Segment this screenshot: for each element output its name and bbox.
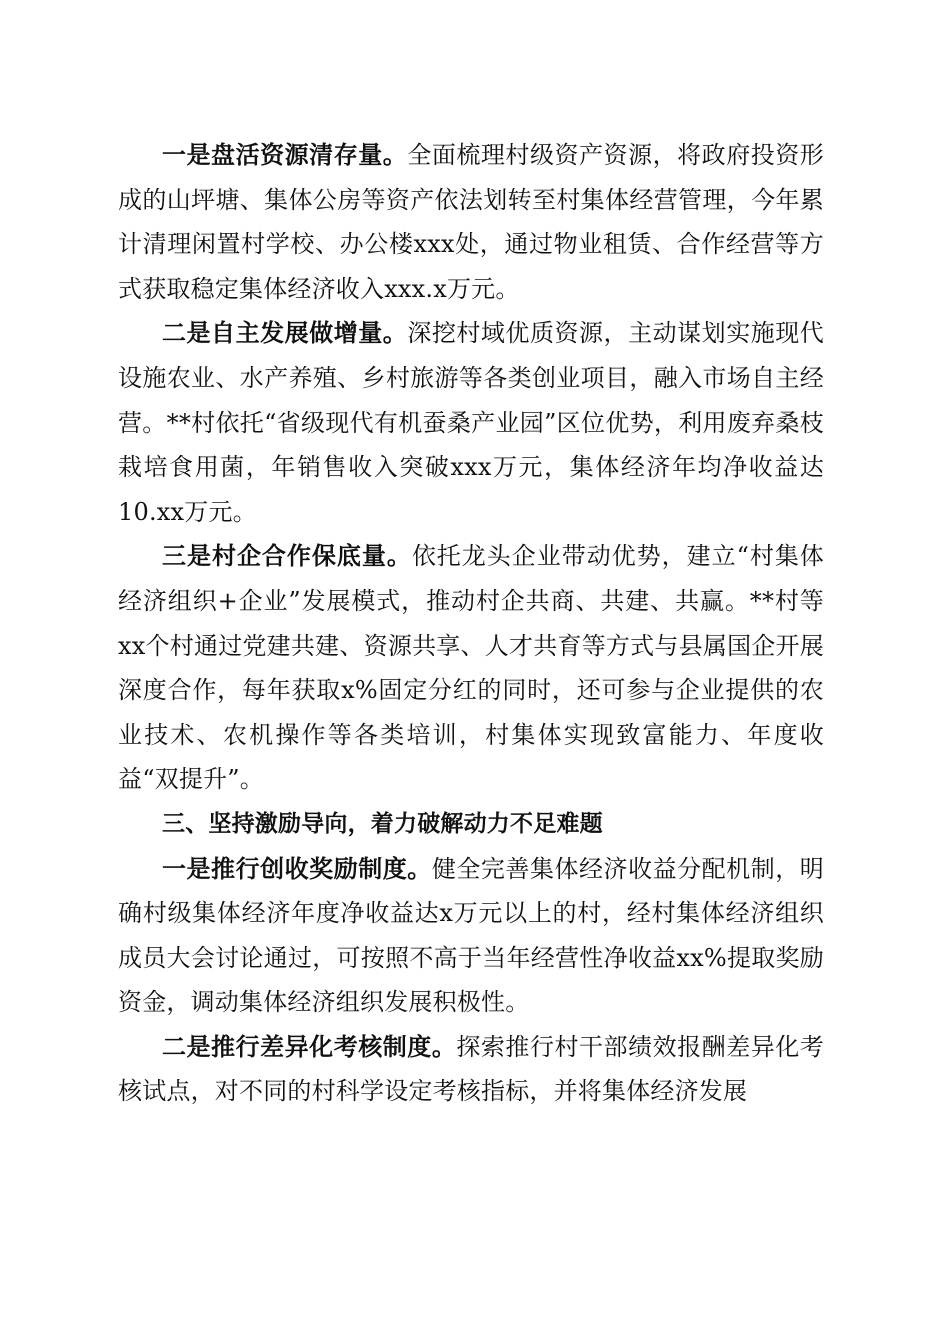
paragraph-text: 深挖村域优质资源，主动谋划实施现代设施农业、水产养殖、乡村旅游等各类创业项目，融入市场自主经营。**村依托“省级现代有机蚕桑产业园”区位优势，利用废弃桑枝栽培食用菌，年销售收入突破xxx万元，集体经济年均净收益达10.xx万元。	[118, 319, 824, 526]
paragraph-text: 依托龙头企业带动优势，建立“村集体经济组织+企业”发展模式，推动村企共商、共建、共赢。**村等xx个村通过党建共建、资源共享、人才共育等方式与县属国企开展深度合作，每年获取x%固定分红的同时，还可参与企业提供的农业技术、农机操作等各类培训，村集体实现致富能力、年度收益“双提升”。	[118, 542, 825, 794]
paragraph-text: 全面梳理村级资产资源，将政府投资形成的山坪塘、集体公房等资产依法划转至村集体经营管理，今年累计清理闲置村学校、办公楼xxx处，通过物业租赁、合作经营等方式获取稳定集体经济收入xxx.x万元。	[118, 141, 824, 303]
paragraph-lead: 二是推行差异化考核制度。	[162, 1031, 457, 1061]
section-heading: 三、坚持激励导向，着力破解动力不足难题	[162, 810, 603, 837]
paragraph-income-reward-system	[118, 847, 824, 1025]
paragraph-text: 探索推行村干部绩效报酬差异化考核试点，对不同的村科学设定考核指标，并将集体经济发展	[118, 1032, 825, 1106]
paragraph-lead: 三是村企合作保底量。	[162, 541, 412, 571]
paragraph-lead: 一是推行创收奖励制度。	[162, 853, 432, 883]
paragraph-differentiated-assessment	[118, 1025, 824, 1114]
paragraph-revitalize-resources	[118, 133, 824, 311]
paragraph-lead: 二是自主发展做增量。	[162, 318, 408, 348]
paragraph-text: 健全完善集体经济收益分配机制，明确村级集体经济年度净收益达x万元以上的村，经村集体经济组织成员大会讨论通过，可按照不高于当年经营性净收益xx%提取奖励资金，调动集体经济组织发展积极性。	[118, 854, 825, 1017]
paragraph-independent-development	[118, 311, 824, 534]
document-page	[118, 133, 824, 1114]
paragraph-lead: 一是盘活资源清存量。	[162, 140, 408, 169]
paragraph-village-enterprise-cooperation	[118, 534, 824, 802]
